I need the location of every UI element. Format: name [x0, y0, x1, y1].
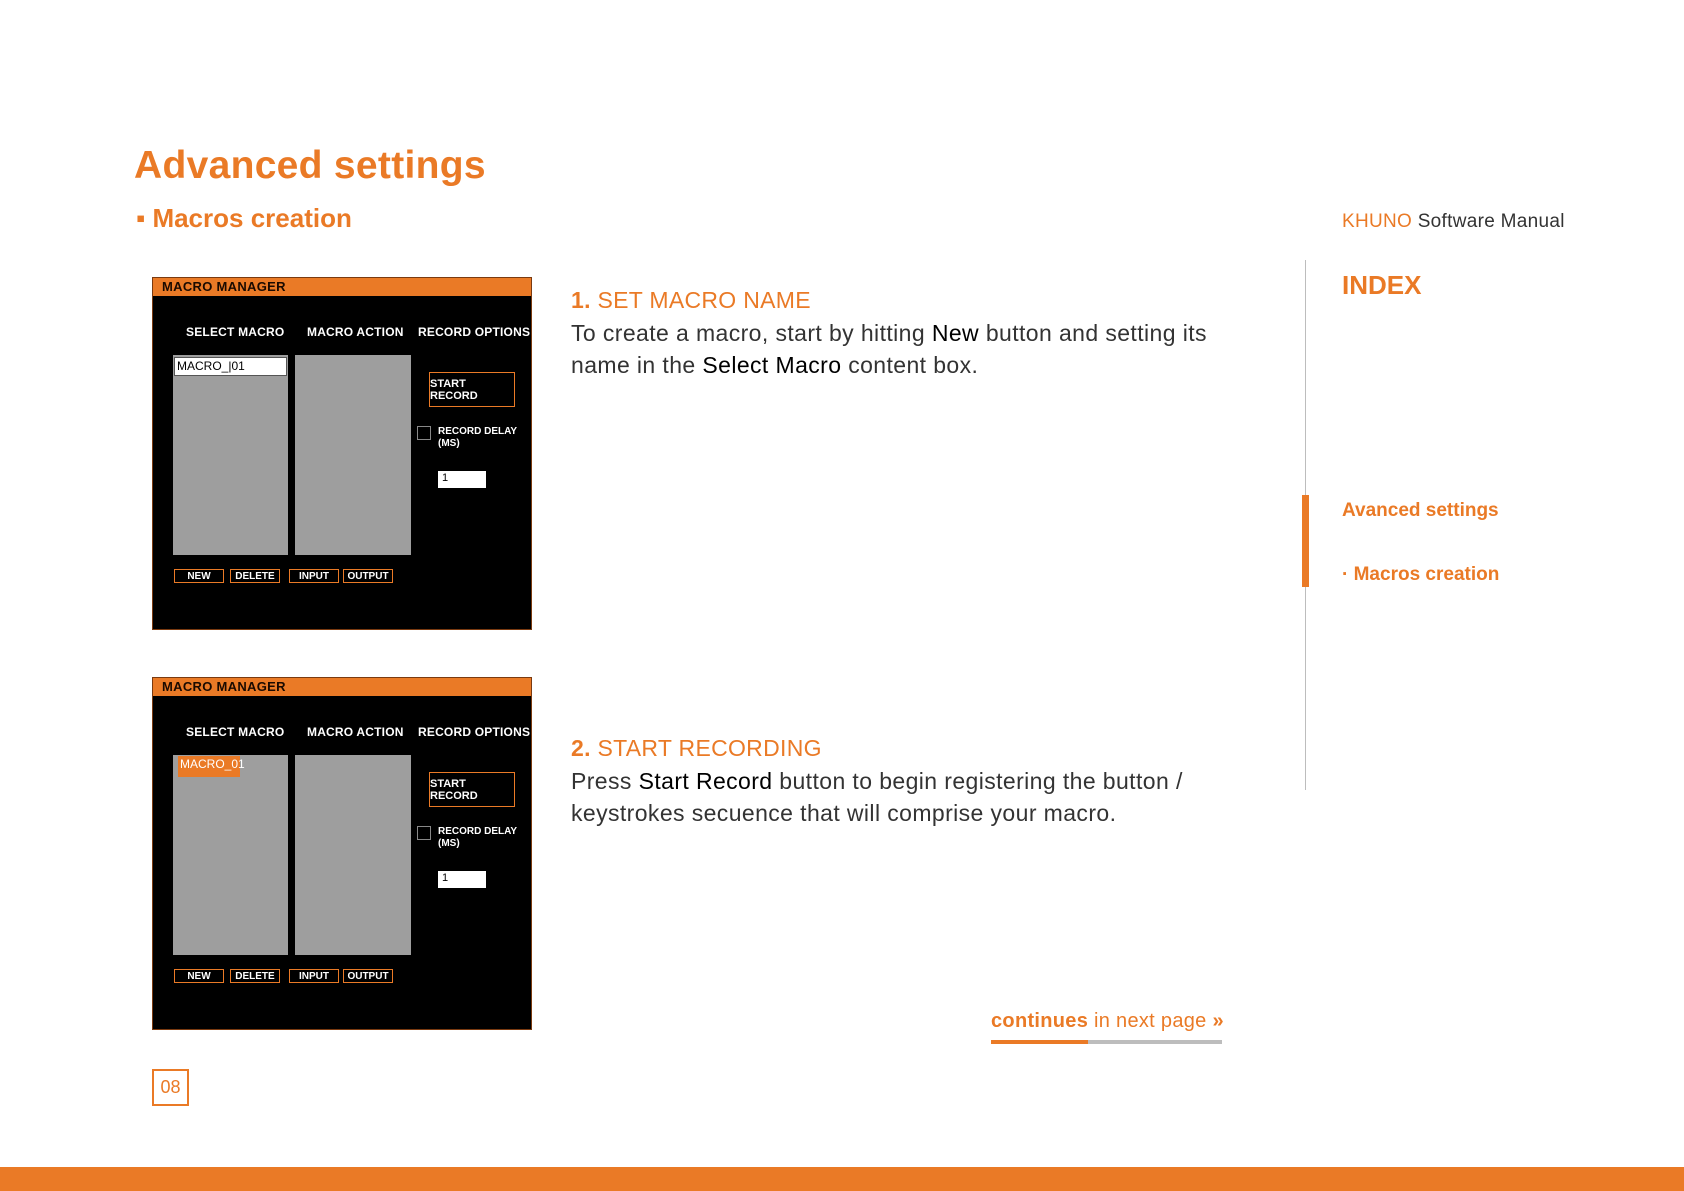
double-chevron-right-icon: »: [1212, 1010, 1224, 1032]
continues-underline: [1088, 1040, 1222, 1044]
step-2-text: Press: [571, 768, 639, 794]
record-delay-label: RECORD DELAY (MS): [438, 826, 517, 849]
new-button-ref: New: [931, 320, 980, 346]
delete-button[interactable]: DELETE: [230, 969, 280, 983]
select-macro-label: SELECT MACRO: [186, 325, 285, 339]
step-2-number: 2.: [571, 735, 591, 761]
macro-manager-header: [153, 678, 531, 696]
select-macro-label: SELECT MACRO: [186, 725, 285, 739]
step-2-heading: [571, 735, 822, 762]
delete-button[interactable]: DELETE: [230, 569, 280, 583]
step-2-description: [571, 765, 1251, 829]
section-subtitle: ▪ Macros creation: [136, 203, 352, 233]
continues-underline-accent: [991, 1040, 1088, 1044]
brand-name: KHUNO: [1342, 211, 1413, 232]
macro-manager-title: MACRO MANAGER: [162, 679, 286, 694]
macro-manager-header: [153, 278, 531, 296]
index-active-marker: [1302, 495, 1309, 587]
record-delay-label: RECORD DELAY (MS): [438, 426, 517, 449]
macro-manager-screenshot-1: [152, 277, 532, 630]
index-item-macros-creation[interactable]: · Macros creation: [1342, 564, 1500, 585]
output-button[interactable]: OUTPUT: [343, 569, 393, 583]
macro-manager-title: MACRO MANAGER: [162, 279, 286, 294]
step-2-title: START RECORDING: [590, 735, 822, 761]
step-1-title: SET MACRO NAME: [590, 287, 811, 313]
record-delay-checkbox[interactable]: [417, 426, 431, 440]
step-1-text: content box.: [841, 352, 979, 378]
record-options-label: RECORD OPTIONS: [418, 725, 531, 739]
manual-label: Software Manual: [1412, 211, 1565, 232]
continues-link[interactable]: [991, 1010, 1224, 1033]
new-button[interactable]: NEW: [174, 569, 224, 583]
footer-bar: [0, 1167, 1684, 1191]
step-1-text: button and setting its name in the: [571, 320, 1207, 378]
continues-rest: in next page: [1088, 1010, 1213, 1032]
record-delay-input[interactable]: 1: [438, 871, 486, 888]
continues-bold: continues: [991, 1010, 1089, 1032]
output-button[interactable]: OUTPUT: [343, 969, 393, 983]
select-macro-ref: Select Macro: [702, 352, 842, 378]
record-delay-input[interactable]: 1: [438, 471, 486, 488]
macro-action-list[interactable]: [295, 755, 411, 955]
step-2-text: button to begin registering the button / keystrokes secuence that will comprise your macro.: [571, 768, 1183, 826]
step-1-number: 1.: [571, 287, 591, 313]
macro-action-label: MACRO ACTION: [307, 325, 404, 339]
index-item-advanced-settings[interactable]: Avanced settings: [1342, 500, 1499, 521]
start-record-button[interactable]: START RECORD: [429, 772, 515, 807]
macro-list-item-selected[interactable]: MACRO_01: [178, 756, 240, 777]
macro-name-input[interactable]: MACRO_|01: [174, 357, 287, 376]
record-delay-checkbox[interactable]: [417, 826, 431, 840]
manual-brand-line: [1342, 211, 1565, 233]
select-macro-list[interactable]: [173, 755, 288, 955]
page-title: Advanced settings: [134, 144, 486, 187]
page-number: 08: [152, 1069, 189, 1106]
input-button[interactable]: INPUT: [289, 569, 339, 583]
record-options-label: RECORD OPTIONS: [418, 325, 531, 339]
macro-action-label: MACRO ACTION: [307, 725, 404, 739]
start-record-ref: Start Record: [638, 768, 773, 794]
new-button[interactable]: NEW: [174, 969, 224, 983]
select-macro-list[interactable]: [173, 355, 288, 555]
start-record-button[interactable]: START RECORD: [429, 372, 515, 407]
index-title: INDEX: [1342, 270, 1422, 300]
step-1-description: [571, 317, 1251, 381]
macro-action-list[interactable]: [295, 355, 411, 555]
input-button[interactable]: INPUT: [289, 969, 339, 983]
macro-manager-screenshot-2: [152, 677, 532, 1030]
step-1-heading: [571, 287, 811, 314]
step-1-text: To create a macro, start by hitting: [571, 320, 932, 346]
